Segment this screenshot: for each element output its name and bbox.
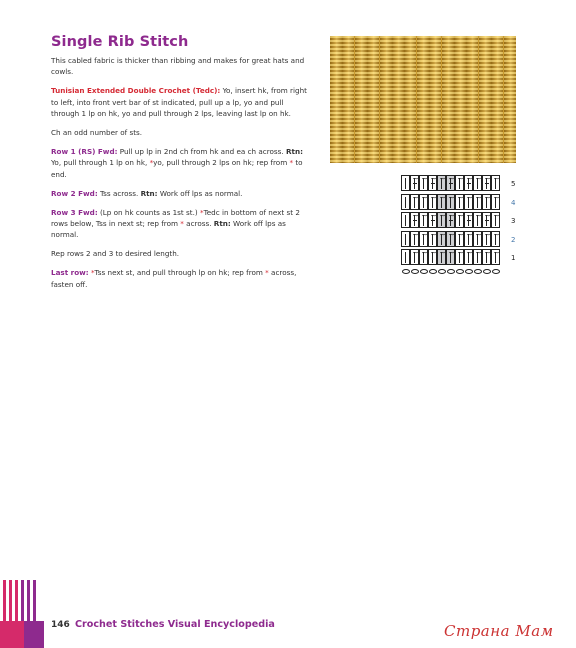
chart-row-number: 5 <box>511 180 516 188</box>
row1-asterisk: * <box>149 158 154 168</box>
chart-cell <box>491 175 500 191</box>
chart-cell <box>428 175 437 191</box>
return-symbol: ~ <box>493 192 500 202</box>
swatch-rib <box>380 36 392 163</box>
watermark: Страна Мам <box>444 622 554 640</box>
row3-instruction <box>51 207 309 241</box>
chart-cell <box>410 231 419 247</box>
tedc-symbol <box>431 220 435 221</box>
page-number: 146 <box>51 620 70 630</box>
swatch-rib <box>504 36 516 163</box>
instructions <box>51 55 309 298</box>
last-row-label: Last row: <box>51 268 89 278</box>
tedc-symbol <box>413 183 417 184</box>
swatch-rib <box>479 36 491 163</box>
chart-cell <box>410 175 419 191</box>
return-symbol: ~ <box>430 192 437 202</box>
chart-cell <box>401 212 410 228</box>
return-symbol: ~ <box>466 248 473 257</box>
repeat-note: Rep rows 2 and 3 to desired length. <box>51 249 180 259</box>
swatch-rib <box>429 36 441 163</box>
chart-cell <box>437 194 446 210</box>
chart-cell <box>464 212 473 228</box>
footer-block <box>0 621 24 648</box>
chart-cell <box>401 194 410 210</box>
return-symbol: ~ <box>412 248 419 257</box>
return-symbol: ~ <box>457 229 464 239</box>
tedc-symbol <box>467 220 471 221</box>
return-symbol: ~ <box>430 229 437 239</box>
chart-cell <box>473 212 482 228</box>
chain-symbol <box>483 269 491 274</box>
row1-text-c: yo, pull through 2 lps on hk; rep from <box>153 158 290 168</box>
stitch-symbol <box>405 178 406 189</box>
chart-cell <box>482 175 491 191</box>
return-symbol: ~ <box>430 211 437 220</box>
return-symbol: ~ <box>493 248 500 257</box>
tedc-symbol <box>449 183 453 184</box>
tedc-symbol <box>485 220 489 221</box>
return-symbol: ~ <box>484 192 491 202</box>
row2-label: Row 2 Fwd: <box>51 188 98 198</box>
chain-symbol <box>456 269 464 274</box>
chart-cell <box>401 231 410 247</box>
stitch-symbol <box>405 252 406 263</box>
chain-symbol <box>402 269 410 274</box>
return-symbol: ~ <box>484 229 491 239</box>
return-symbol: ~ <box>466 229 473 239</box>
chart-cell <box>437 249 446 265</box>
return-symbol: ~ <box>421 229 428 239</box>
return-symbol: ~ <box>439 229 446 239</box>
chart-cell <box>464 175 473 191</box>
chart-cell <box>455 249 464 265</box>
footer-stripe <box>33 580 36 621</box>
row3-text-d: Work off lps as normal. <box>51 218 286 240</box>
chart-cell <box>491 194 500 210</box>
chain-symbol <box>429 269 437 274</box>
swatch-rib <box>417 36 429 163</box>
return-symbol: ~ <box>439 248 446 257</box>
chart-cell <box>419 249 428 265</box>
chart-cell <box>455 231 464 247</box>
return-symbol: ~ <box>466 192 473 202</box>
last-row-asterisk: * <box>90 268 95 278</box>
chain-symbol <box>411 269 419 274</box>
return-symbol: ~ <box>448 229 455 239</box>
chart-cell <box>473 249 482 265</box>
swatch-rib <box>404 36 416 163</box>
chart-cell <box>446 212 455 228</box>
chart-cell <box>473 175 482 191</box>
tedc-label: Tunisian Extended Double Crochet (Tedc): <box>51 86 221 96</box>
row3-label: Row 3 Fwd: <box>51 207 98 217</box>
chart-cell <box>491 212 500 228</box>
chart-cell <box>428 212 437 228</box>
return-symbol: ~ <box>493 229 500 239</box>
return-symbol: ~ <box>421 211 428 220</box>
return-symbol: ~ <box>448 211 455 220</box>
return-symbol: ~ <box>448 192 455 202</box>
swatch-rib <box>392 36 404 163</box>
row3-text-c: across. <box>183 218 214 228</box>
book-title: Crochet Stitches Visual Encyclopedia <box>75 619 275 630</box>
chart-cell <box>473 194 482 210</box>
tedc-text: Yo, insert hk, from right to left, into front vert bar of st indicated, pull up a lp, yo and pull through 1 lp on hk, yo and pull through 2 lps, leaving last lp on hk. <box>51 86 307 119</box>
chart-cell <box>410 194 419 210</box>
return-symbol: ~ <box>475 174 482 183</box>
chart-cell <box>455 175 464 191</box>
return-symbol: ~ <box>448 248 455 257</box>
return-symbol: ~ <box>412 174 419 183</box>
row3-asterisk: * <box>180 218 184 228</box>
swatch-rib <box>342 36 354 163</box>
row2-rtn: Rtn: <box>140 188 158 198</box>
return-symbol: ~ <box>475 211 482 220</box>
tedc-definition <box>51 85 309 119</box>
chart-cell <box>437 212 446 228</box>
return-symbol: ~ <box>448 174 455 183</box>
tedc-symbol <box>431 183 435 184</box>
row1-label: Row 1 (RS) Fwd: <box>51 146 118 156</box>
footer-block <box>24 621 44 648</box>
chart-cell <box>401 175 410 191</box>
footer-stripe <box>3 580 6 621</box>
swatch-rib <box>355 36 367 163</box>
chart-cell <box>482 231 491 247</box>
return-symbol: ~ <box>421 192 428 202</box>
return-symbol: ~ <box>457 174 464 183</box>
return-symbol: ~ <box>484 248 491 257</box>
chart-cell <box>419 231 428 247</box>
return-symbol: ~ <box>457 211 464 220</box>
stitch-swatch-photo <box>330 36 516 163</box>
chart-cell <box>446 194 455 210</box>
return-symbol: ~ <box>412 192 419 202</box>
chart-cell <box>428 249 437 265</box>
chart-cell <box>410 212 419 228</box>
last-row-text-a: Tss next st, and pull through lp on hk; rep from <box>94 268 266 278</box>
stitch-symbol <box>405 215 406 226</box>
chain-symbol <box>474 269 482 274</box>
chart-cell <box>410 249 419 265</box>
chain-symbol <box>438 269 446 274</box>
chart-cell <box>419 194 428 210</box>
return-symbol: ~ <box>457 248 464 257</box>
row3-text-b: Tedc in bottom of next st 2 rows below, Tss in next st; rep from <box>51 207 300 228</box>
return-symbol: ~ <box>439 174 446 183</box>
return-symbol: ~ <box>475 248 482 257</box>
footer-stripe <box>9 580 12 621</box>
tedc-symbol <box>467 183 471 184</box>
chart-row-number: 2 <box>511 235 516 244</box>
chain-note: Ch an odd number of sts. <box>51 128 143 138</box>
chart-cell <box>437 231 446 247</box>
chart-row-number: 1 <box>511 254 516 262</box>
swatch-rib <box>454 36 466 163</box>
return-symbol: ~ <box>412 211 419 220</box>
row3-rtn: Rtn: <box>213 218 231 228</box>
stitch-symbol <box>405 234 406 245</box>
row1-rtn: Rtn: <box>286 146 303 156</box>
chart-cell <box>446 231 455 247</box>
footer-stripe <box>27 580 30 621</box>
chart-cell <box>464 249 473 265</box>
return-symbol: ~ <box>412 229 419 239</box>
chart-cell <box>446 249 455 265</box>
return-symbol: ~ <box>484 174 491 183</box>
chart-cell <box>464 231 473 247</box>
swatch-rib <box>466 36 478 163</box>
row2-text-b: Work off lps as normal. <box>157 188 243 198</box>
chart-cell <box>446 175 455 191</box>
swatch-rib <box>442 36 454 163</box>
row1-text-a: Pull up lp in 2nd ch from hk and ea ch across. <box>117 146 286 156</box>
chain-symbol <box>465 269 473 274</box>
chart-cell <box>491 249 500 265</box>
chain-symbol <box>492 269 500 274</box>
chart-cell <box>482 194 491 210</box>
row3-text-a: (Lp on hk counts as 1st st.) <box>97 207 200 217</box>
tedc-symbol <box>485 183 489 184</box>
chain-symbol <box>447 269 455 274</box>
chart-cell <box>428 194 437 210</box>
chart-cell <box>482 212 491 228</box>
chart-cell <box>473 231 482 247</box>
row1-text-d: to end. <box>51 158 303 179</box>
return-symbol: ~ <box>439 211 446 220</box>
return-symbol: ~ <box>430 174 437 183</box>
chart-cell <box>482 249 491 265</box>
return-symbol: ~ <box>466 174 473 183</box>
chain-symbol <box>420 269 428 274</box>
chart-cell <box>419 212 428 228</box>
chart-cell <box>455 212 464 228</box>
chart-cell <box>419 175 428 191</box>
chart-row-number: 3 <box>511 217 516 225</box>
chart-cell <box>491 231 500 247</box>
row1-text-b: Yo, pull through 1 lp on hk, <box>51 158 150 168</box>
last-row-instruction <box>51 267 309 290</box>
tedc-symbol <box>449 220 453 221</box>
return-symbol: ~ <box>493 211 500 220</box>
tedc-symbol <box>413 220 417 221</box>
return-symbol: ~ <box>484 211 491 220</box>
chart-cell <box>464 194 473 210</box>
chart-cell <box>401 249 410 265</box>
footer-stripe <box>15 580 18 621</box>
chart-cell <box>428 231 437 247</box>
return-symbol: ~ <box>457 192 464 202</box>
stitch-symbol <box>405 197 406 208</box>
page-title: Single Rib Stitch <box>51 34 189 50</box>
row3-asterisk: * <box>199 207 204 217</box>
return-symbol: ~ <box>421 174 428 183</box>
return-symbol: ~ <box>439 192 446 202</box>
row1-asterisk: * <box>289 158 294 168</box>
return-symbol: ~ <box>430 248 437 257</box>
chart-row-number: 4 <box>511 198 516 207</box>
row1-instruction <box>51 146 309 180</box>
return-symbol: ~ <box>475 229 482 239</box>
row2-text-a: Tss across. <box>97 188 141 198</box>
swatch-rib <box>367 36 379 163</box>
row2-instruction <box>51 188 309 199</box>
return-symbol: ~ <box>466 211 473 220</box>
last-row-asterisk: * <box>265 268 269 278</box>
last-row-text-b: across, fasten off. <box>51 268 297 289</box>
chart-cell <box>455 194 464 210</box>
swatch-rib <box>491 36 503 163</box>
return-symbol: ~ <box>493 174 500 183</box>
return-symbol: ~ <box>421 248 428 257</box>
return-symbol: ~ <box>475 192 482 202</box>
chart-cell <box>437 175 446 191</box>
intro-text: This cabled fabric is thicker than ribbing and makes for great hats and cowls. <box>51 56 305 77</box>
footer-stripe <box>21 580 24 621</box>
swatch-rib <box>330 36 342 163</box>
